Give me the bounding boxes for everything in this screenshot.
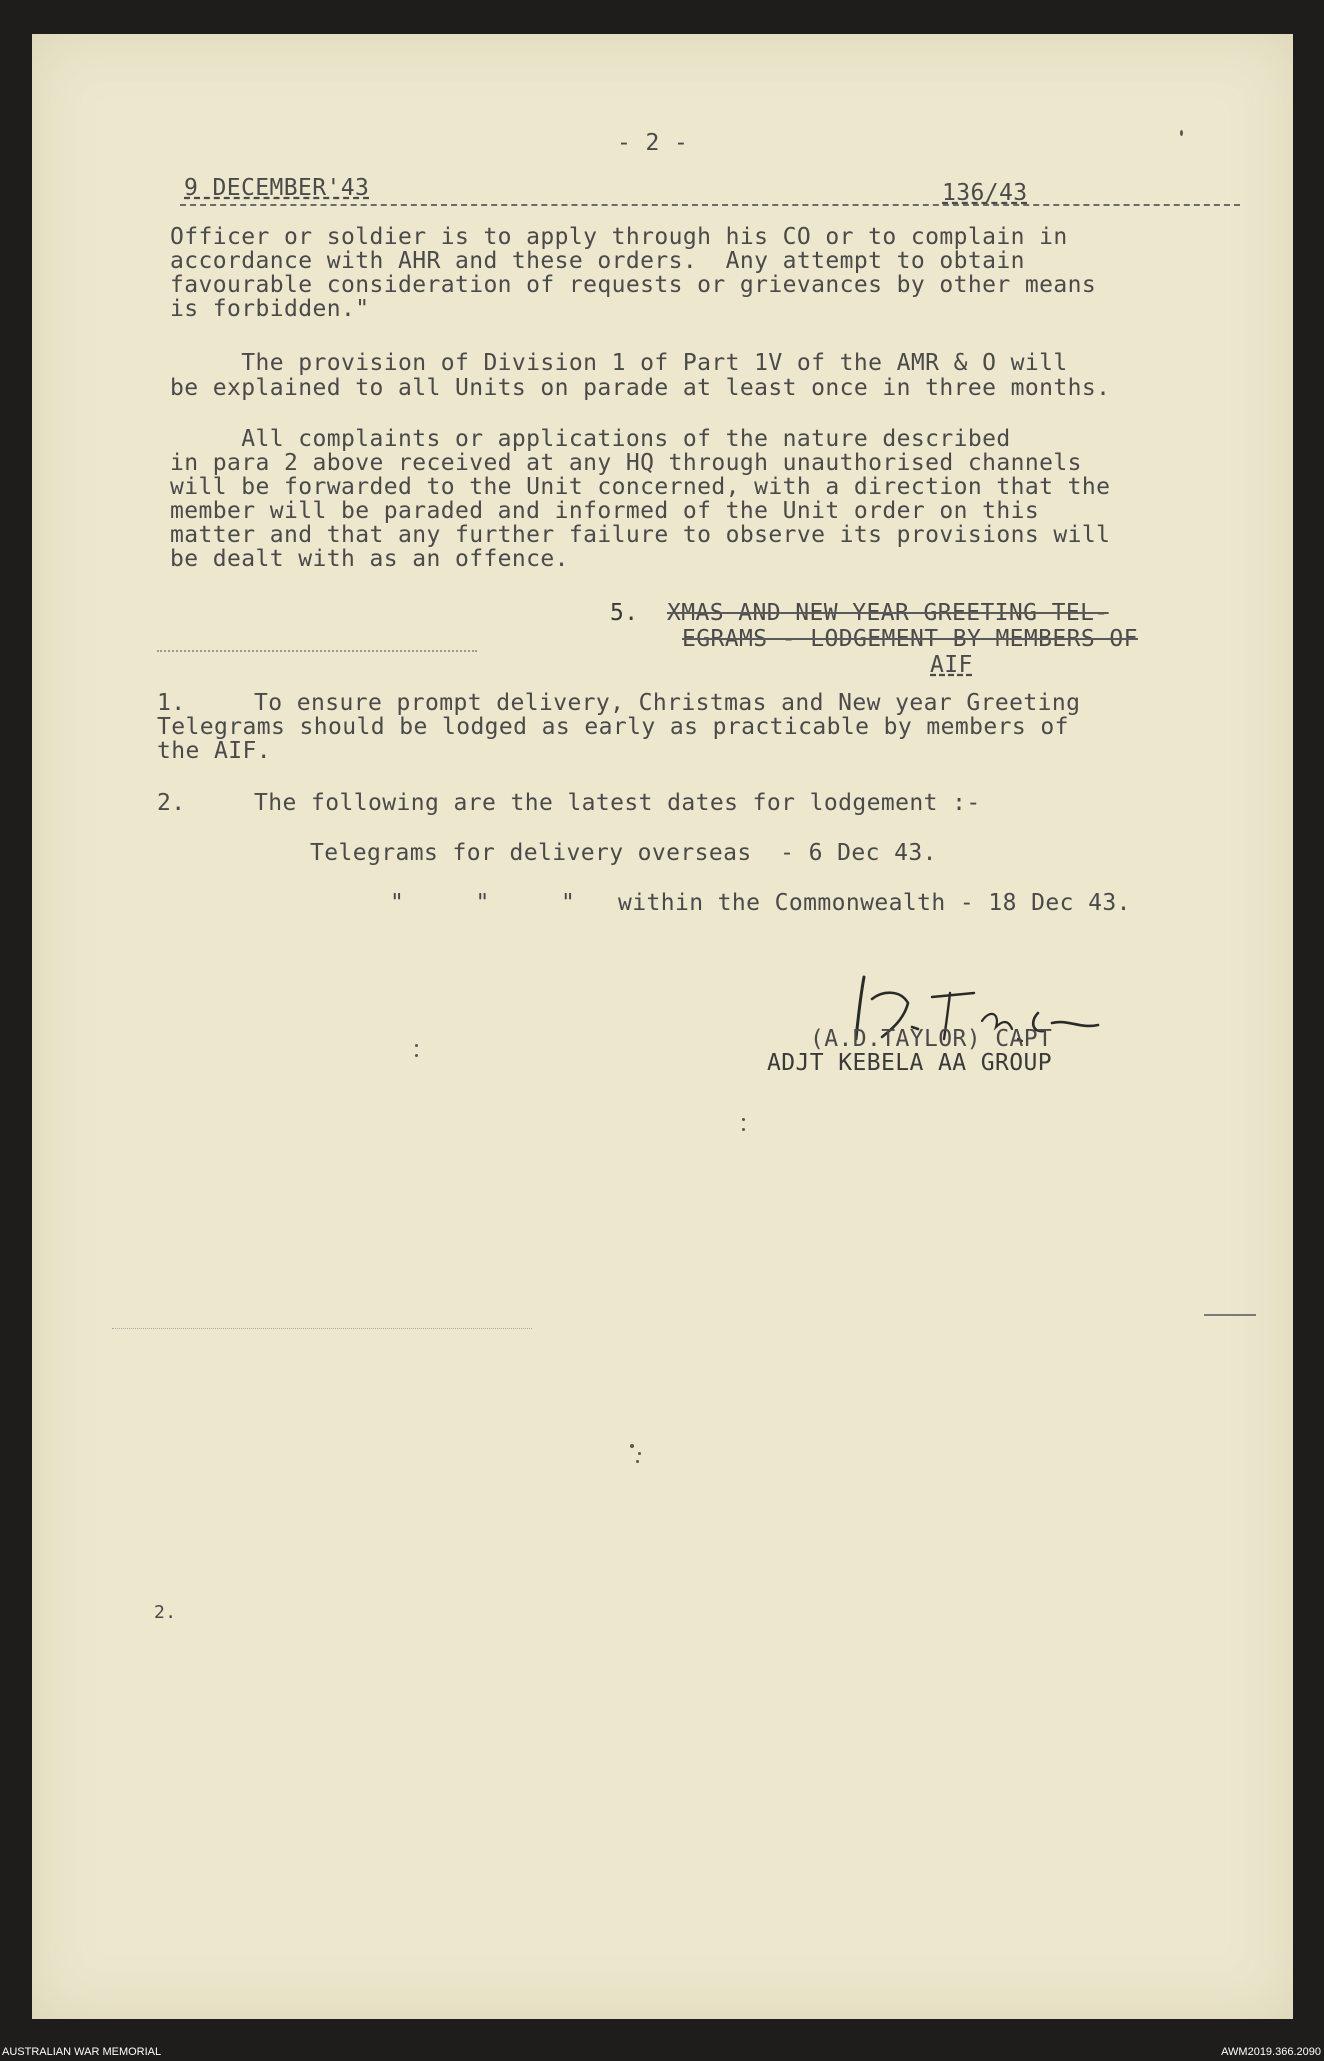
ink-speck: [742, 1128, 745, 1131]
footer-accession-number: AWM2019.366.2090: [1221, 2046, 1321, 2058]
date-line-overseas: Telegrams for delivery overseas - 6 Dec 43.: [310, 840, 937, 866]
text-line: matter and that any further failure to observe its provisions will: [170, 522, 1111, 548]
text-line: The provision of Division 1 of Part 1V of the AMR & O will: [170, 350, 1068, 376]
item-number: 2.: [157, 790, 186, 816]
ink-speck: [630, 1444, 634, 1448]
ink-speck: [415, 1054, 418, 1057]
text-line: favourable consideration of requests or grievances by other means: [170, 272, 1097, 298]
text-line: The following are the latest dates for lodgement :-: [254, 790, 981, 816]
faint-rule: [112, 1328, 532, 1329]
text-line: To ensure prompt delivery, Christmas and New year Greeting: [254, 690, 1081, 716]
page-mark: [1180, 130, 1183, 136]
text-line: be dealt with as an offence.: [170, 546, 569, 572]
faint-rule: [157, 650, 477, 652]
text-line: will be forwarded to the Unit concerned, with a direction that the: [170, 474, 1111, 500]
ink-speck: [638, 1452, 641, 1455]
header-rule: [180, 204, 1240, 206]
signatory-name: (A.D.TAYLOR) CAPT: [810, 1026, 1053, 1052]
edge-mark: [1204, 1314, 1256, 1316]
text-line: accordance with AHR and these orders. Any attempt to obtain: [170, 248, 1025, 274]
section-title-line: XMAS AND NEW YEAR GREETING TEL-: [667, 600, 1109, 626]
ink-speck: [636, 1460, 639, 1463]
ink-speck: [742, 1118, 745, 1121]
section-title-line: AIF: [930, 652, 973, 678]
document-page: [32, 34, 1293, 2019]
page-number: - 2 -: [617, 130, 689, 156]
footer-credit: AUSTRALIAN WAR MEMORIAL: [2, 2046, 162, 2058]
margin-mark: 2.: [154, 1602, 177, 1623]
section-number: 5.: [610, 600, 639, 626]
signatory-title: ADJT KEBELA AA GROUP: [767, 1050, 1052, 1076]
text-line: member will be paraded and informed of the Unit order on this: [170, 498, 1040, 524]
item-number: 1.: [157, 690, 186, 716]
header-date: 9 DECEMBER'43: [184, 175, 370, 201]
text-line: the AIF.: [157, 738, 271, 764]
text-line: is forbidden.": [170, 296, 370, 322]
section-title-line: EGRAMS - LODGEMENT BY MEMBERS OF: [682, 626, 1138, 652]
ink-speck: [415, 1044, 418, 1047]
text-line: Officer or soldier is to apply through his CO or to complain in: [170, 224, 1068, 250]
text-line: in para 2 above received at any HQ through unauthorised channels: [170, 450, 1082, 476]
text-line: All complaints or applications of the nature described: [170, 426, 1011, 452]
date-line-commonwealth: " " " within the Commonwealth - 18 Dec 43.: [390, 890, 1131, 916]
text-line: be explained to all Units on parade at least once in three months.: [170, 375, 1111, 401]
text-line: Telegrams should be lodged as early as practicable by members of: [157, 714, 1069, 740]
header-reference: 136/43: [942, 180, 1028, 206]
